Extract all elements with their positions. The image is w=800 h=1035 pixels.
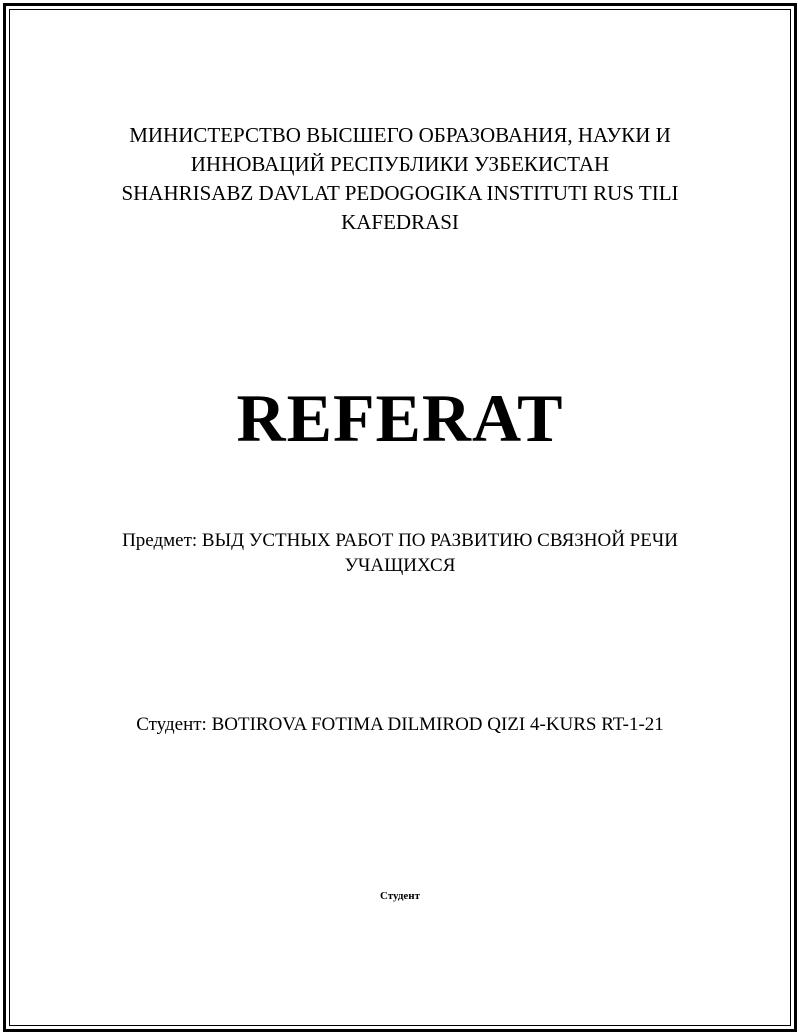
document-title: REFERAT xyxy=(236,380,564,456)
header-line-1: МИНИСТЕРСТВО ВЫСШЕГО ОБРАЗОВАНИЯ, НАУКИ И xyxy=(129,123,671,147)
institution-header xyxy=(60,121,740,237)
header-line-4: KAFEDRASI xyxy=(341,210,459,234)
subject-block xyxy=(60,528,740,578)
subject-line-2: УЧАЩИХСЯ xyxy=(344,555,456,576)
subject-line-1: Предмет: ВЫД УСТНЫХ РАБОТ ПО РАЗВИТИЮ СВЯЗНОЙ РЕЧИ xyxy=(122,530,678,551)
footer-student-label: Студент xyxy=(379,890,421,902)
student-info: Студент: BOTIROVA FOTIMA DILMIROD QIZI 4-KURS RT-1-21 xyxy=(136,714,664,735)
header-line-3: SHAHRISABZ DAVLAT PEDOGOGIKA INSTITUTI RUS TILI xyxy=(121,181,679,205)
header-line-2: ИННОВАЦИЙ РЕСПУБЛИКИ УЗБЕКИСТАН xyxy=(190,152,610,176)
